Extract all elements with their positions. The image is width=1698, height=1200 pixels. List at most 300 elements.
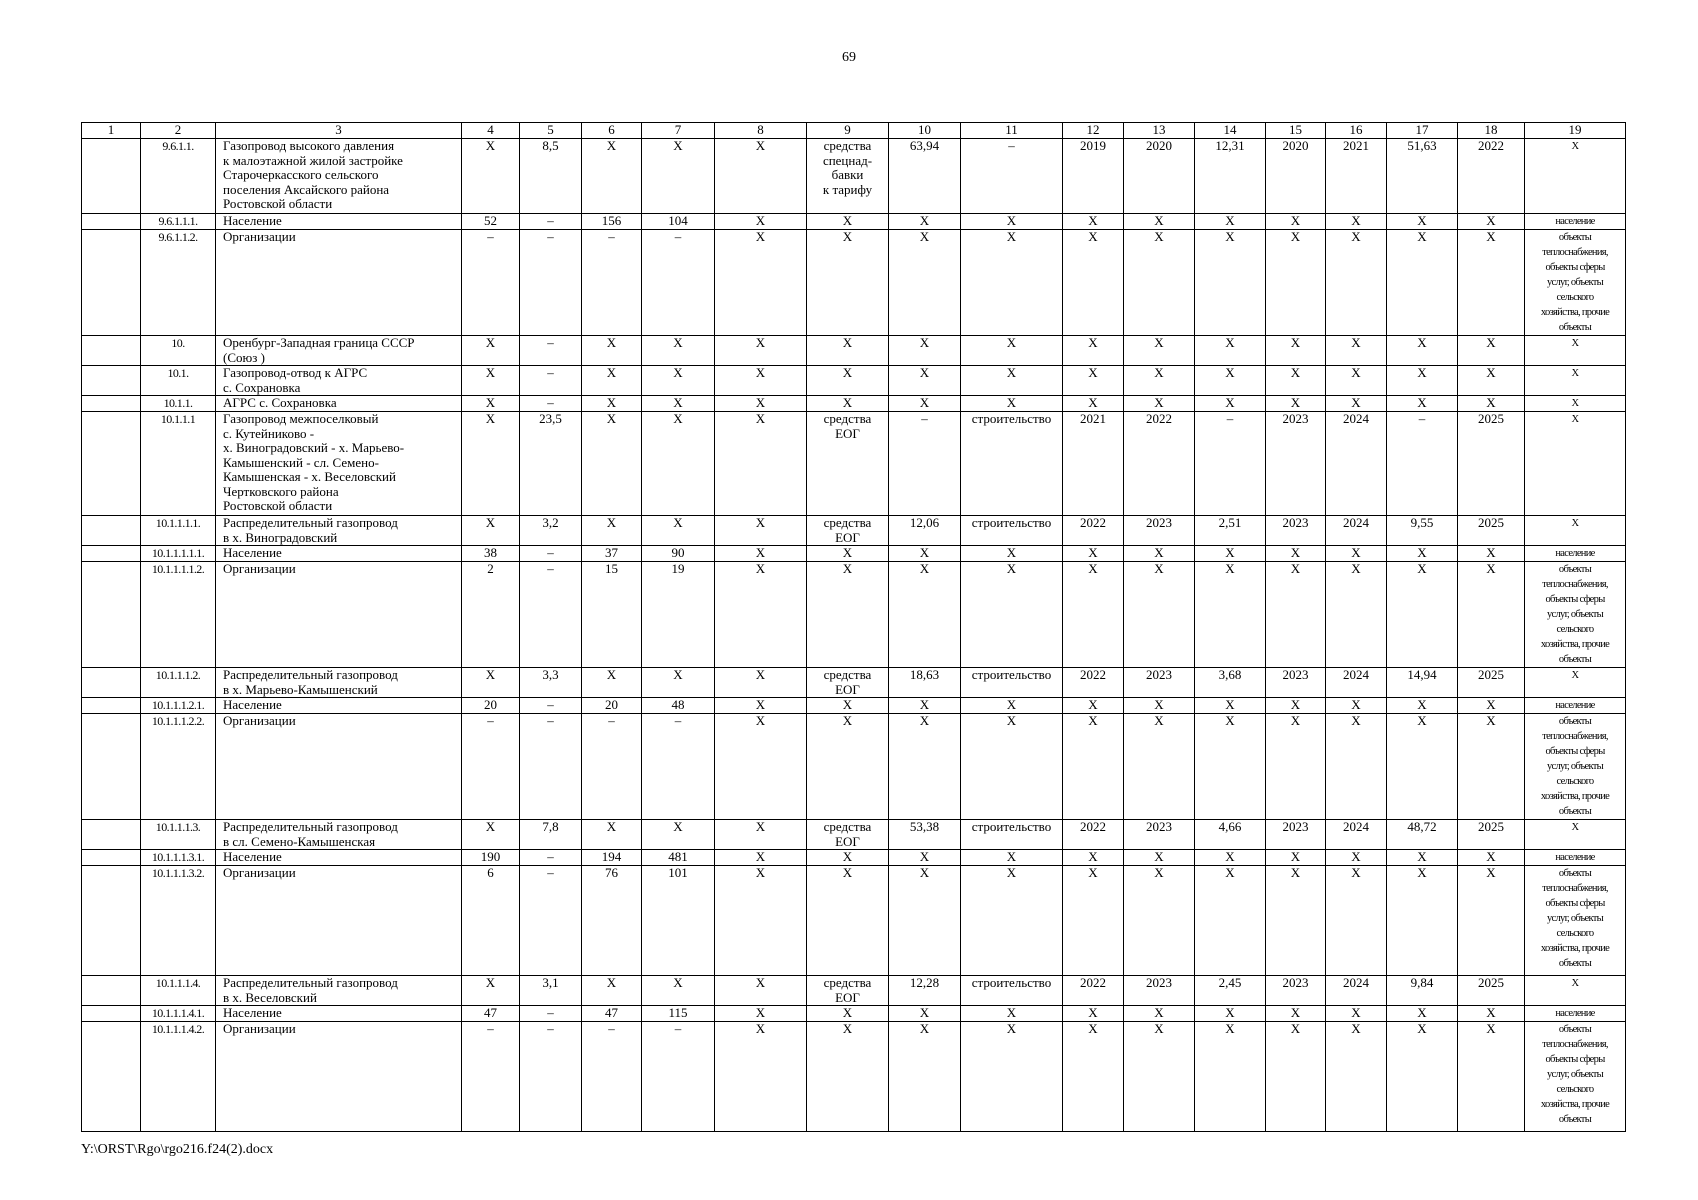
row-name-cell: Организации — [216, 562, 462, 668]
table-cell: Х — [1387, 866, 1458, 976]
table-cell: Х — [807, 714, 889, 820]
table-cell: 104 — [642, 214, 715, 230]
category-cell: объекты теплоснабжения, объекты сферы услуг, объекты сельского хозяйства, прочие объекты — [1525, 230, 1626, 336]
category-cell: население — [1525, 214, 1626, 230]
page-number: 69 — [842, 50, 856, 65]
table-cell: Х — [462, 976, 520, 1006]
table-cell: Х — [1195, 546, 1266, 562]
table-cell: Х — [1326, 336, 1387, 366]
table-cell: Х — [1266, 230, 1326, 336]
table-row — [82, 396, 1626, 412]
table-cell: Х — [1458, 366, 1525, 396]
row-code-cell: 9.6.1.1.2. — [141, 230, 216, 336]
table-cell — [82, 714, 141, 820]
table-cell: 3,1 — [520, 976, 582, 1006]
table-cell: 3,3 — [520, 668, 582, 698]
table-cell: Х — [715, 396, 807, 412]
table-cell: Х — [807, 1022, 889, 1132]
table-cell: Х — [961, 366, 1063, 396]
row-code-cell: 10.1.1.1 — [141, 412, 216, 516]
table-cell: Х — [889, 366, 961, 396]
table-cell: Х — [715, 820, 807, 850]
table-cell: Х — [1266, 866, 1326, 976]
category-cell: Х — [1525, 976, 1626, 1006]
table-cell: Х — [1063, 866, 1124, 976]
table-cell: Х — [642, 139, 715, 214]
table-cell: строительство — [961, 668, 1063, 698]
table-cell: Х — [1326, 850, 1387, 866]
table-cell: Х — [462, 516, 520, 546]
row-name-cell: Газопровод межпоселковый с. Кутейниково - х. Виноградовский - х. Марьево- Камышенский - сл. Семено- Камышенская - х. Веселовский Чертковского района Ростовской области — [216, 412, 462, 516]
row-code-cell: 10.1.1.1.1.1. — [141, 546, 216, 562]
table-cell: 4,66 — [1195, 820, 1266, 850]
table-cell: 90 — [642, 546, 715, 562]
table-cell: Х — [961, 396, 1063, 412]
table-cell: 19 — [642, 562, 715, 668]
table-cell: средства спецнад- бавки к тарифу — [807, 139, 889, 214]
row-code-cell: 10.1.1.1.4.2. — [141, 1022, 216, 1132]
table-cell: Х — [1124, 562, 1195, 668]
table-cell: – — [1195, 412, 1266, 516]
table-cell: Х — [1387, 336, 1458, 366]
table-cell: Х — [889, 1022, 961, 1132]
row-name-cell: Организации — [216, 230, 462, 336]
table-row — [82, 850, 1626, 866]
table-cell: Х — [715, 668, 807, 698]
table-cell: – — [520, 1006, 582, 1022]
column-number-header: 13 — [1124, 123, 1195, 139]
table-cell: Х — [462, 820, 520, 850]
table-cell: – — [642, 1022, 715, 1132]
table-cell: Х — [1458, 396, 1525, 412]
table-cell: Х — [1387, 214, 1458, 230]
column-number-header: 2 — [141, 123, 216, 139]
column-number-header: 11 — [961, 123, 1063, 139]
table-cell — [82, 1022, 141, 1132]
table-cell: Х — [1458, 1006, 1525, 1022]
table-cell: Х — [642, 396, 715, 412]
table-cell: Х — [462, 139, 520, 214]
table-cell: – — [520, 546, 582, 562]
table-cell: 48 — [642, 698, 715, 714]
table-row — [82, 516, 1626, 546]
table-cell: – — [1387, 412, 1458, 516]
row-name-cell: Организации — [216, 866, 462, 976]
table-cell: средства ЕОГ — [807, 412, 889, 516]
category-cell: население — [1525, 850, 1626, 866]
row-name-cell: Газопровод высокого давления к малоэтажной жилой застройке Старочеркасского сельского поселения Аксайского района Ростовской области — [216, 139, 462, 214]
table-cell: Х — [961, 850, 1063, 866]
table-cell: 2024 — [1326, 412, 1387, 516]
table-cell: Х — [1195, 562, 1266, 668]
table-cell: 47 — [582, 1006, 642, 1022]
table-cell: Х — [1124, 1022, 1195, 1132]
table-row — [82, 546, 1626, 562]
table-row — [82, 336, 1626, 366]
table-cell: Х — [1387, 1006, 1458, 1022]
table-cell: – — [582, 230, 642, 336]
category-cell: Х — [1525, 396, 1626, 412]
table-row — [82, 1006, 1626, 1022]
table-cell: 2023 — [1266, 516, 1326, 546]
table-cell: 2022 — [1063, 820, 1124, 850]
table-cell: 3,68 — [1195, 668, 1266, 698]
table-cell: Х — [642, 976, 715, 1006]
row-code-cell: 10.1.1.1.3.1. — [141, 850, 216, 866]
table-cell: Х — [1063, 336, 1124, 366]
table-cell: Х — [1266, 366, 1326, 396]
table-cell: – — [961, 139, 1063, 214]
table-cell: Х — [1326, 1022, 1387, 1132]
table-cell: – — [520, 1022, 582, 1132]
table-cell: Х — [1063, 214, 1124, 230]
table-cell: 2 — [462, 562, 520, 668]
table-cell: Х — [462, 336, 520, 366]
row-code-cell: 9.6.1.1.1. — [141, 214, 216, 230]
table-cell: Х — [1195, 230, 1266, 336]
table-cell: Х — [1124, 230, 1195, 336]
row-code-cell: 10.1.1.1.2.1. — [141, 698, 216, 714]
column-number-header: 7 — [642, 123, 715, 139]
table-cell: 2020 — [1266, 139, 1326, 214]
table-cell: Х — [1266, 698, 1326, 714]
table-cell: Х — [1124, 214, 1195, 230]
row-name-cell: Организации — [216, 1022, 462, 1132]
row-name-cell: Население — [216, 1006, 462, 1022]
row-code-cell: 10.1.1.1.4.1. — [141, 1006, 216, 1022]
column-number-header: 14 — [1195, 123, 1266, 139]
table-cell — [82, 668, 141, 698]
table-cell: Х — [462, 396, 520, 412]
table-cell: Х — [1387, 714, 1458, 820]
table-cell: 2022 — [1063, 976, 1124, 1006]
table-cell: Х — [807, 850, 889, 866]
table-cell: Х — [1387, 698, 1458, 714]
table-cell: – — [520, 562, 582, 668]
table-cell: 2023 — [1124, 516, 1195, 546]
table-cell: Х — [1195, 850, 1266, 866]
table-cell: 2021 — [1063, 412, 1124, 516]
table-cell: Х — [1326, 396, 1387, 412]
column-number-header: 6 — [582, 123, 642, 139]
table-cell: Х — [462, 668, 520, 698]
table-cell: Х — [961, 562, 1063, 668]
footer-file-path: Y:\ORST\Rgo\rgo216.f24(2).docx — [81, 1142, 274, 1157]
table-cell: Х — [961, 714, 1063, 820]
table-cell: Х — [1458, 214, 1525, 230]
table-cell: 2,45 — [1195, 976, 1266, 1006]
table-cell: 76 — [582, 866, 642, 976]
table-cell: Х — [1387, 366, 1458, 396]
table-row — [82, 668, 1626, 698]
table-cell: средства ЕОГ — [807, 516, 889, 546]
table-cell: 194 — [582, 850, 642, 866]
table-cell — [82, 546, 141, 562]
table-cell: Х — [889, 214, 961, 230]
table-cell — [82, 820, 141, 850]
table-cell: Х — [715, 516, 807, 546]
table-cell: 12,28 — [889, 976, 961, 1006]
column-number-header: 9 — [807, 123, 889, 139]
table-cell: Х — [1195, 714, 1266, 820]
row-code-cell: 10.1.1. — [141, 396, 216, 412]
table-cell: Х — [1458, 850, 1525, 866]
table-cell — [82, 698, 141, 714]
table-cell: 7,8 — [520, 820, 582, 850]
table-cell: 63,94 — [889, 139, 961, 214]
table-cell: Х — [807, 546, 889, 562]
category-cell: Х — [1525, 139, 1626, 214]
table-cell: Х — [807, 1006, 889, 1022]
table-cell: 2023 — [1124, 976, 1195, 1006]
table-cell: средства ЕОГ — [807, 820, 889, 850]
table-row — [82, 214, 1626, 230]
table-cell: Х — [1195, 366, 1266, 396]
table-cell: Х — [961, 1006, 1063, 1022]
row-code-cell: 10.1.1.1.3.2. — [141, 866, 216, 976]
table-cell: Х — [1458, 714, 1525, 820]
table-cell: Х — [1387, 396, 1458, 412]
table-cell: Х — [1063, 396, 1124, 412]
table-cell: 2024 — [1326, 820, 1387, 850]
table-cell: 2024 — [1326, 976, 1387, 1006]
table-cell: 18,63 — [889, 668, 961, 698]
table-row — [82, 1022, 1626, 1132]
table-cell: 190 — [462, 850, 520, 866]
table-cell: Х — [1195, 336, 1266, 366]
table-cell: 2023 — [1266, 976, 1326, 1006]
table-cell: Х — [1063, 366, 1124, 396]
table-cell: Х — [1326, 230, 1387, 336]
table-cell: 6 — [462, 866, 520, 976]
table-cell — [82, 230, 141, 336]
table-cell: Х — [715, 866, 807, 976]
table-cell: 20 — [582, 698, 642, 714]
table-cell: 8,5 — [520, 139, 582, 214]
table-cell: – — [520, 714, 582, 820]
table-cell: Х — [961, 1022, 1063, 1132]
table-cell: 101 — [642, 866, 715, 976]
column-number-header: 15 — [1266, 123, 1326, 139]
table-cell: 3,2 — [520, 516, 582, 546]
table-cell: Х — [642, 366, 715, 396]
table-cell: Х — [961, 214, 1063, 230]
table-cell — [82, 412, 141, 516]
row-name-cell: Население — [216, 850, 462, 866]
table-cell: Х — [1326, 714, 1387, 820]
table-cell: – — [520, 230, 582, 336]
table-cell: Х — [582, 820, 642, 850]
category-cell: Х — [1525, 366, 1626, 396]
table-cell: 2021 — [1326, 139, 1387, 214]
table-cell: – — [462, 1022, 520, 1132]
data-table — [81, 122, 1626, 1132]
table-cell: 20 — [462, 698, 520, 714]
table-cell: Х — [1266, 714, 1326, 820]
table-cell: Х — [1063, 850, 1124, 866]
category-cell: Х — [1525, 516, 1626, 546]
category-cell: население — [1525, 1006, 1626, 1022]
table-cell: Х — [1266, 336, 1326, 366]
table-cell: Х — [715, 214, 807, 230]
table-cell: Х — [889, 850, 961, 866]
table-cell: 23,5 — [520, 412, 582, 516]
table-cell: Х — [889, 230, 961, 336]
table-cell: Х — [582, 412, 642, 516]
table-cell: Х — [1063, 1022, 1124, 1132]
table-cell: 14,94 — [1387, 668, 1458, 698]
table-cell: Х — [642, 516, 715, 546]
table-cell: 9,55 — [1387, 516, 1458, 546]
row-code-cell: 10.1.1.1.1. — [141, 516, 216, 546]
table-cell: – — [642, 714, 715, 820]
table-cell: Х — [1326, 562, 1387, 668]
table-cell: 2,51 — [1195, 516, 1266, 546]
table-cell: строительство — [961, 412, 1063, 516]
table-cell: 52 — [462, 214, 520, 230]
table-cell: – — [520, 866, 582, 976]
row-code-cell: 10.1. — [141, 366, 216, 396]
table-cell: Х — [462, 412, 520, 516]
table-cell: 38 — [462, 546, 520, 562]
table-cell: Х — [1326, 866, 1387, 976]
table-cell: Х — [1195, 214, 1266, 230]
table-cell: Х — [715, 139, 807, 214]
row-name-cell: Организации — [216, 714, 462, 820]
table-cell: Х — [889, 562, 961, 668]
category-cell: Х — [1525, 336, 1626, 366]
category-cell: объекты теплоснабжения, объекты сферы услуг, объекты сельского хозяйства, прочие объекты — [1525, 866, 1626, 976]
table-cell: – — [582, 1022, 642, 1132]
table-cell: 2024 — [1326, 516, 1387, 546]
table-cell: Х — [1266, 546, 1326, 562]
table-cell: Х — [1387, 562, 1458, 668]
table-cell: Х — [715, 850, 807, 866]
row-name-cell: Оренбург-Западная граница СССР (Союз ) — [216, 336, 462, 366]
table-cell: Х — [1195, 698, 1266, 714]
table-cell: – — [582, 714, 642, 820]
table-cell: Х — [807, 866, 889, 976]
table-cell: 2025 — [1458, 412, 1525, 516]
table-row — [82, 366, 1626, 396]
table-cell: Х — [715, 366, 807, 396]
table-cell: 15 — [582, 562, 642, 668]
table-cell: Х — [889, 866, 961, 976]
table-cell: Х — [1458, 230, 1525, 336]
column-number-header: 18 — [1458, 123, 1525, 139]
table-cell: Х — [642, 412, 715, 516]
table-cell: Х — [1387, 1022, 1458, 1132]
table-cell: Х — [961, 336, 1063, 366]
table-cell: строительство — [961, 516, 1063, 546]
row-name-cell: Население — [216, 698, 462, 714]
table-cell: – — [889, 412, 961, 516]
table-cell: – — [520, 366, 582, 396]
table-cell: Х — [807, 562, 889, 668]
table-cell: Х — [715, 546, 807, 562]
table-cell: Х — [1124, 866, 1195, 976]
table-cell: 2022 — [1124, 412, 1195, 516]
category-cell: объекты теплоснабжения, объекты сферы услуг, объекты сельского хозяйства, прочие объекты — [1525, 714, 1626, 820]
table-cell — [82, 850, 141, 866]
table-cell: 9,84 — [1387, 976, 1458, 1006]
table-cell: Х — [582, 366, 642, 396]
table-cell: Х — [1266, 850, 1326, 866]
table-cell: Х — [807, 336, 889, 366]
table-cell: Х — [642, 820, 715, 850]
table-cell: 2020 — [1124, 139, 1195, 214]
table-cell: Х — [1458, 866, 1525, 976]
column-number-header: 3 — [216, 123, 462, 139]
table-row — [82, 698, 1626, 714]
table-cell: Х — [1326, 1006, 1387, 1022]
table-cell — [82, 866, 141, 976]
table-cell: 115 — [642, 1006, 715, 1022]
table-cell: Х — [1326, 546, 1387, 562]
table-cell: Х — [889, 698, 961, 714]
table-cell: Х — [1124, 396, 1195, 412]
table-cell: – — [462, 714, 520, 820]
table-cell: – — [642, 230, 715, 336]
table-row — [82, 562, 1626, 668]
table-cell: Х — [715, 336, 807, 366]
table-cell: Х — [1266, 1022, 1326, 1132]
row-code-cell: 10.1.1.1.1.2. — [141, 562, 216, 668]
table-cell: Х — [1387, 850, 1458, 866]
table-cell: Х — [1458, 698, 1525, 714]
table-row — [82, 866, 1626, 976]
row-name-cell: Распределительный газопровод в сл. Семено-Камышенская — [216, 820, 462, 850]
table-cell: 53,38 — [889, 820, 961, 850]
row-name-cell: Население — [216, 546, 462, 562]
table-cell — [82, 516, 141, 546]
table-cell: Х — [1063, 698, 1124, 714]
table-cell: 481 — [642, 850, 715, 866]
table-cell — [82, 139, 141, 214]
table-cell: 2022 — [1063, 516, 1124, 546]
table-cell: – — [520, 336, 582, 366]
table-cell: 2022 — [1458, 139, 1525, 214]
category-cell: Х — [1525, 412, 1626, 516]
table-cell — [82, 562, 141, 668]
table-cell: Х — [1124, 336, 1195, 366]
column-number-header: 17 — [1387, 123, 1458, 139]
table-cell: 48,72 — [1387, 820, 1458, 850]
table-cell: Х — [582, 336, 642, 366]
table-cell: Х — [807, 214, 889, 230]
table-cell: Х — [1458, 1022, 1525, 1132]
table-cell: Х — [582, 139, 642, 214]
row-code-cell: 10. — [141, 336, 216, 366]
table-cell: – — [462, 230, 520, 336]
table-cell: Х — [1387, 230, 1458, 336]
row-code-cell: 10.1.1.1.3. — [141, 820, 216, 850]
table-cell: Х — [715, 412, 807, 516]
table-cell — [82, 1006, 141, 1022]
row-name-cell: Распределительный газопровод в х. Виноградовский — [216, 516, 462, 546]
row-name-cell: Распределительный газопровод в х. Веселовский — [216, 976, 462, 1006]
column-number-header: 4 — [462, 123, 520, 139]
table-row — [82, 230, 1626, 336]
column-number-header: 12 — [1063, 123, 1124, 139]
table-cell: 51,63 — [1387, 139, 1458, 214]
table-cell: 12,06 — [889, 516, 961, 546]
table-cell: Х — [1266, 396, 1326, 412]
table-cell: 2022 — [1063, 668, 1124, 698]
table-cell: Х — [1326, 214, 1387, 230]
table-cell: Х — [1124, 714, 1195, 820]
table-row — [82, 976, 1626, 1006]
